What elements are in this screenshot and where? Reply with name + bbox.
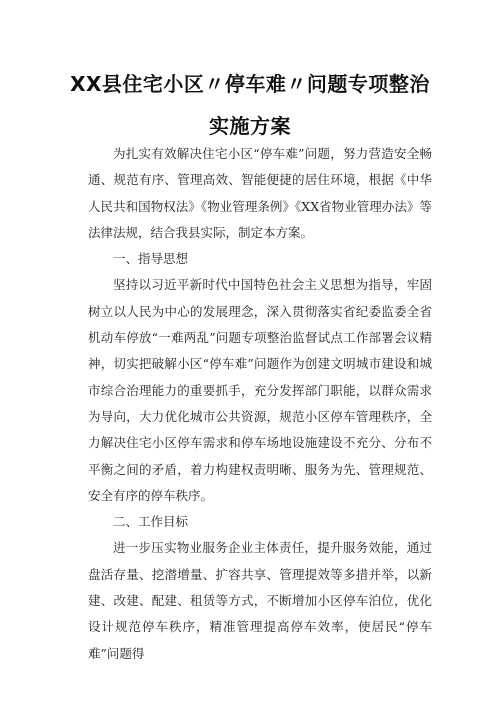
section-heading-guiding-ideology: 一、指导思想 bbox=[113, 251, 189, 267]
document-subtitle: 实施方案 bbox=[209, 114, 291, 138]
document-body bbox=[88, 141, 432, 667]
guiding-ideology-paragraph: 坚持以习近平新时代中国特色社会主义思想为指导，牢固树立以人民为中心的发展理念，深入贯彻落实省纪委监委全省机动车停放“一难两乱”问题专项整治监督试点工作部署会议精神，切实把破解小区“停车难”问题作为创建文明城市建设和城市综合治理能力的重要抓手，充分发挥部门职能，以群众需求为导向，大力优化城市公共资源，规范小区停车管理秩序，全力解决住宅小区停车需求和停车场地设施建设不充分、分布不平衡之间的矛盾，着力构建权责明晰、服务为先、管理规范、安全有序的停车秩序。 bbox=[88, 277, 432, 503]
intro-paragraph: 为扎实有效解决住宅小区“停车难”问题，努力营造安全畅通、规范有序、管理高效、智能便捷的居住环境，根据《中华人民共和国物权法》《物业管理条例》《XX省物业管理办法》等法律法规，结合我县实际，制定本方案。 bbox=[88, 146, 432, 240]
document-title: XX县住宅小区〃停车难〃问题专项整治 bbox=[70, 72, 430, 96]
section-heading-work-goals: 二、工作目标 bbox=[113, 514, 189, 530]
work-goals-paragraph: 进一步压实物业服务企业主体责任，提升服务效能，通过盘活存量、挖潜增量、扩容共享、管理提效等多措并举，以新建、改建、配建、租赁等方式，不断增加小区停车泊位，优化设计规范停车秩序，精准管理提高停车效率，使居民“停车难”问题得 bbox=[88, 540, 432, 661]
